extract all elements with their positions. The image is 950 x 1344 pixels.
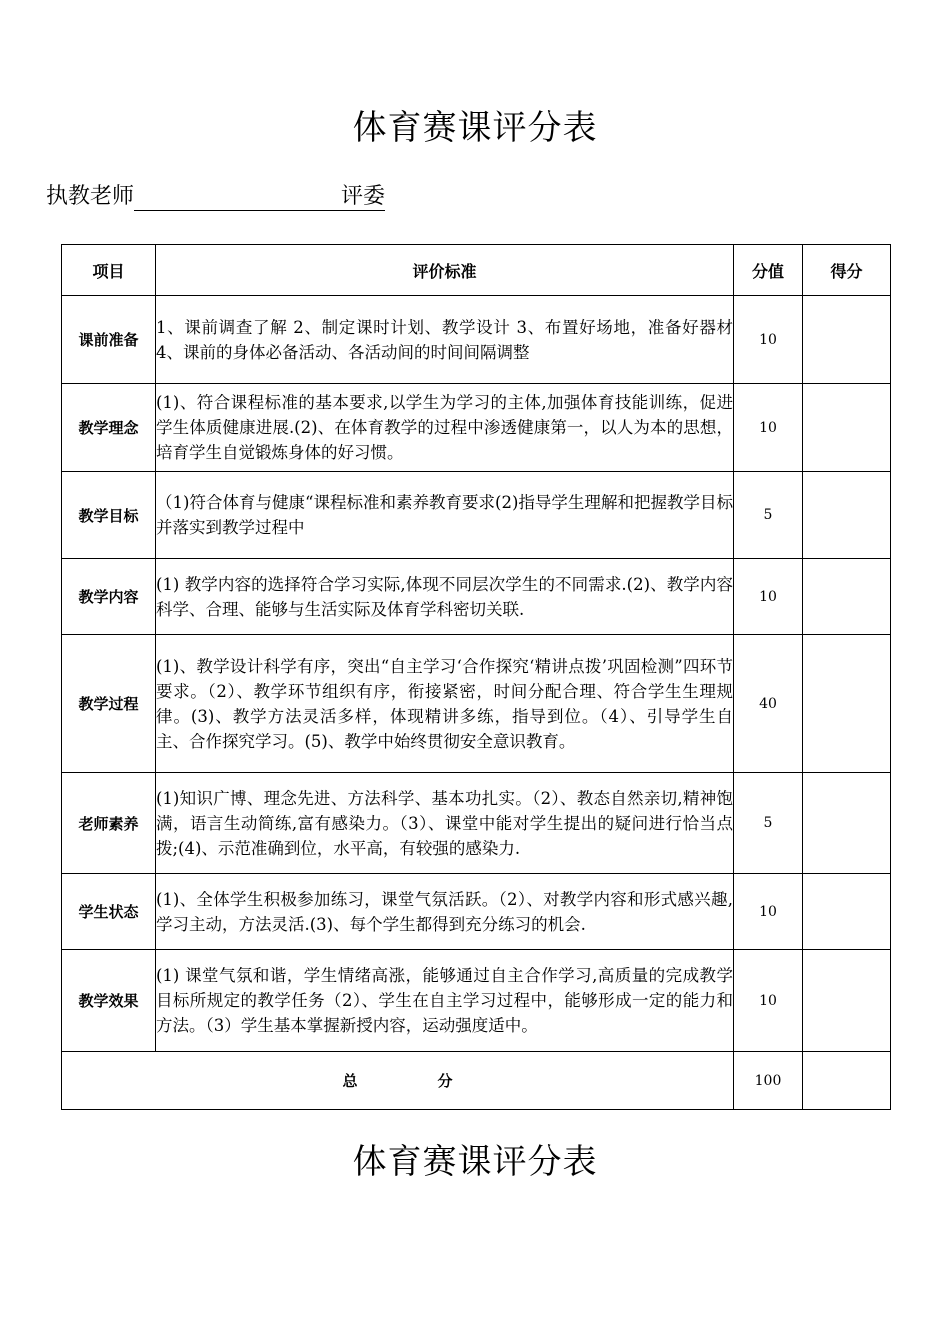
row-criteria: （1)符合体育与健康“课程标准和素养教育要求(2)指导学生理解和把握教学目标并落实到教学过程中 [156, 472, 734, 559]
table-header-row [62, 245, 891, 296]
row-value: 5 [734, 472, 803, 559]
row-criteria: (1)知识广博、理念先进、方法科学、基本功扎实。（2）、教态自然亲切,精神饱满，语言生动简练,富有感染力。（3）、课堂中能对学生提出的疑问进行恰当点拨;(4)、示范准确到位，水平高，有较强的感染力. [156, 773, 734, 874]
row-score-cell[interactable] [803, 472, 891, 559]
row-criteria: (1)、教学设计科学有序，突出“自主学习‘合作探究‘精讲点拨’巩固检测”四环节要求。（2）、教学环节组织有序，衔接紧密，时间分配合理、符合学生生理规律。(3)、教学方法灵活多样，体现精讲多练，指导到位。（4）、引导学生自主、合作探究学习。(5)、教学中始终贯彻安全意识教育。 [156, 635, 734, 773]
row-score-cell[interactable] [803, 874, 891, 950]
total-row [62, 1052, 891, 1110]
row-criteria: (1) 课堂气氛和谐，学生情绪高涨，能够通过自主合作学习,高质量的完成教学目标所规定的教学任务（2）、学生在自主学习过程中，能够形成一定的能力和方法。（3）学生基本掌握新授内容，运动强度适中。 [156, 950, 734, 1052]
table-row [62, 296, 891, 384]
row-value: 10 [734, 296, 803, 384]
row-value: 5 [734, 773, 803, 874]
row-criteria: 1、课前调查了解 2、制定课时计划、教学设计 3、布置好场地，准备好器材 4、课前的身体必备活动、各活动间的时间间隔调整 [156, 296, 734, 384]
score-table [61, 244, 891, 1110]
row-score-cell[interactable] [803, 635, 891, 773]
row-item: 教学过程 [62, 635, 156, 773]
total-label-b: 分 [437, 1072, 453, 1090]
teacher-label: 执教老师 [46, 184, 135, 209]
total-value: 100 [734, 1052, 803, 1110]
row-value: 10 [734, 384, 803, 472]
row-score-cell[interactable] [803, 559, 891, 635]
header-value: 分值 [734, 245, 803, 296]
table-row [62, 559, 891, 635]
table-row [62, 773, 891, 874]
teacher-blank[interactable] [134, 182, 341, 211]
table-row [62, 384, 891, 472]
row-item: 课前准备 [62, 296, 156, 384]
table-row [62, 950, 891, 1052]
row-item: 教学效果 [62, 950, 156, 1052]
row-item: 教学目标 [62, 472, 156, 559]
table-row [62, 472, 891, 559]
header-score: 得分 [803, 245, 891, 296]
row-score-cell[interactable] [803, 950, 891, 1052]
row-item: 教学内容 [62, 559, 156, 635]
judge-label: 评委 [341, 179, 385, 211]
row-value: 40 [734, 635, 803, 773]
page-title: 体育赛课评分表 [352, 108, 598, 148]
total-label-a: 总 [342, 1072, 358, 1090]
row-value: 10 [734, 950, 803, 1052]
total-score-cell[interactable] [803, 1052, 891, 1110]
row-criteria: (1)、符合课程标准的基本要求,以学生为学习的主体,加强体育技能训练，促进学生体质健康进展.(2)、在体育教学的过程中渗透健康第一，以人为本的思想，培育学生自觉锻炼身体的好习惯。 [156, 384, 734, 472]
total-label [62, 1052, 734, 1110]
page-title-repeat: 体育赛课评分表 [352, 1142, 598, 1182]
row-item: 老师素养 [62, 773, 156, 874]
row-value: 10 [734, 874, 803, 950]
row-criteria: (1) 教学内容的选择符合学习实际,体现不同层次学生的不同需求.(2)、教学内容科学、合理、能够与生活实际及体育学科密切关联. [156, 559, 734, 635]
row-item: 学生状态 [62, 874, 156, 950]
row-criteria: (1)、全体学生积极参加练习，课堂气氛活跃。（2）、对教学内容和形式感兴趣,学习主动，方法灵活.(3)、每个学生都得到充分练习的机会. [156, 874, 734, 950]
table-row [62, 635, 891, 773]
table-row [62, 874, 891, 950]
row-score-cell[interactable] [803, 296, 891, 384]
byline [46, 179, 385, 211]
row-item: 教学理念 [62, 384, 156, 472]
header-item: 项目 [62, 245, 156, 296]
row-score-cell[interactable] [803, 384, 891, 472]
row-value: 10 [734, 559, 803, 635]
row-score-cell[interactable] [803, 773, 891, 874]
header-criteria: 评价标准 [156, 245, 734, 296]
